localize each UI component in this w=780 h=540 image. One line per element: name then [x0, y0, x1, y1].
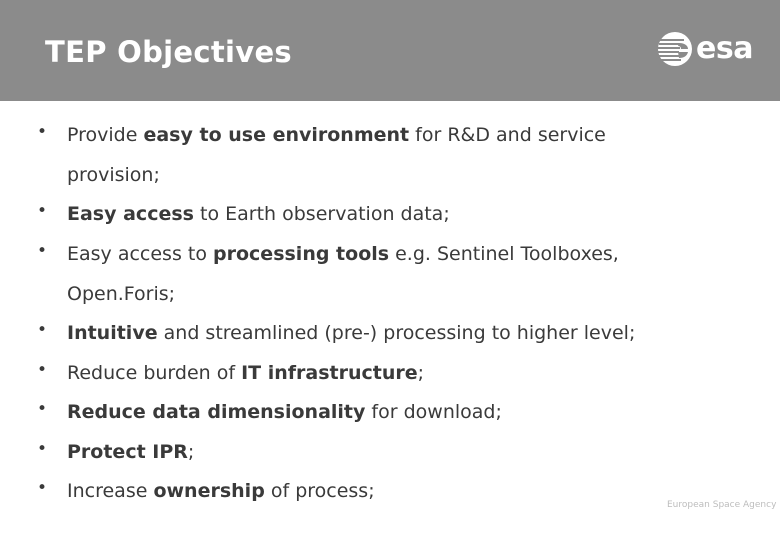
bullet-segment: ; — [187, 441, 195, 463]
bullet-segment: Increase — [67, 480, 154, 502]
bullet-segment: to Earth observation data; — [193, 203, 450, 225]
bullet-segment: Easy access to — [67, 243, 214, 265]
bullet-segment: for R&D and service — [409, 124, 606, 146]
bullet-emphasis: Reduce data dimensionality — [67, 401, 366, 423]
bullet-segment: of process; — [264, 480, 375, 502]
bullet-segment: for download; — [365, 401, 502, 423]
bullet-segment: and streamlined (pre-) processing to higher level; — [157, 322, 636, 344]
agency-footer: European Space Agency — [667, 500, 777, 510]
bullet-text — [67, 471, 747, 511]
bullet-icon: • — [37, 122, 48, 142]
bullet-text — [67, 194, 747, 234]
bullet-emphasis: ownership — [153, 480, 265, 502]
bullet-icon: • — [37, 201, 48, 221]
bullet-icon: • — [37, 439, 48, 459]
bullet-icon: • — [37, 320, 48, 340]
bullet-emphasis: easy to use environment — [143, 124, 410, 146]
bullet-text — [67, 234, 747, 314]
bullet-icon: • — [37, 399, 48, 419]
bullet-emphasis: Intuitive — [67, 322, 158, 344]
bullet-segment: Provide — [67, 124, 144, 146]
bullet-continuation: Open.Foris; — [67, 283, 176, 305]
bullet-segment: ; — [417, 362, 425, 384]
esa-logo — [657, 30, 765, 70]
slide-title: TEP Objectives — [45, 35, 292, 69]
bullet-text — [67, 115, 747, 195]
esa-wordmark: esa — [696, 31, 753, 66]
bullet-emphasis: Easy access — [67, 203, 194, 225]
bullet-text — [67, 432, 747, 472]
slide-header — [0, 0, 780, 101]
bullet-segment: e.g. Sentinel Toolboxes, — [389, 243, 619, 265]
bullet-icon: • — [37, 478, 48, 498]
bullet-emphasis: IT infrastructure — [241, 362, 418, 384]
bullet-icon: • — [37, 241, 48, 261]
bullet-text — [67, 392, 747, 432]
bullet-text — [67, 313, 747, 353]
esa-globe-icon — [657, 30, 693, 68]
bullet-emphasis: processing tools — [213, 243, 390, 265]
bullet-text — [67, 353, 747, 393]
bullet-continuation: provision; — [67, 164, 160, 186]
bullet-emphasis: Protect IPR — [67, 441, 188, 463]
bullet-icon: • — [37, 360, 48, 380]
bullet-segment: Reduce burden of — [67, 362, 242, 384]
